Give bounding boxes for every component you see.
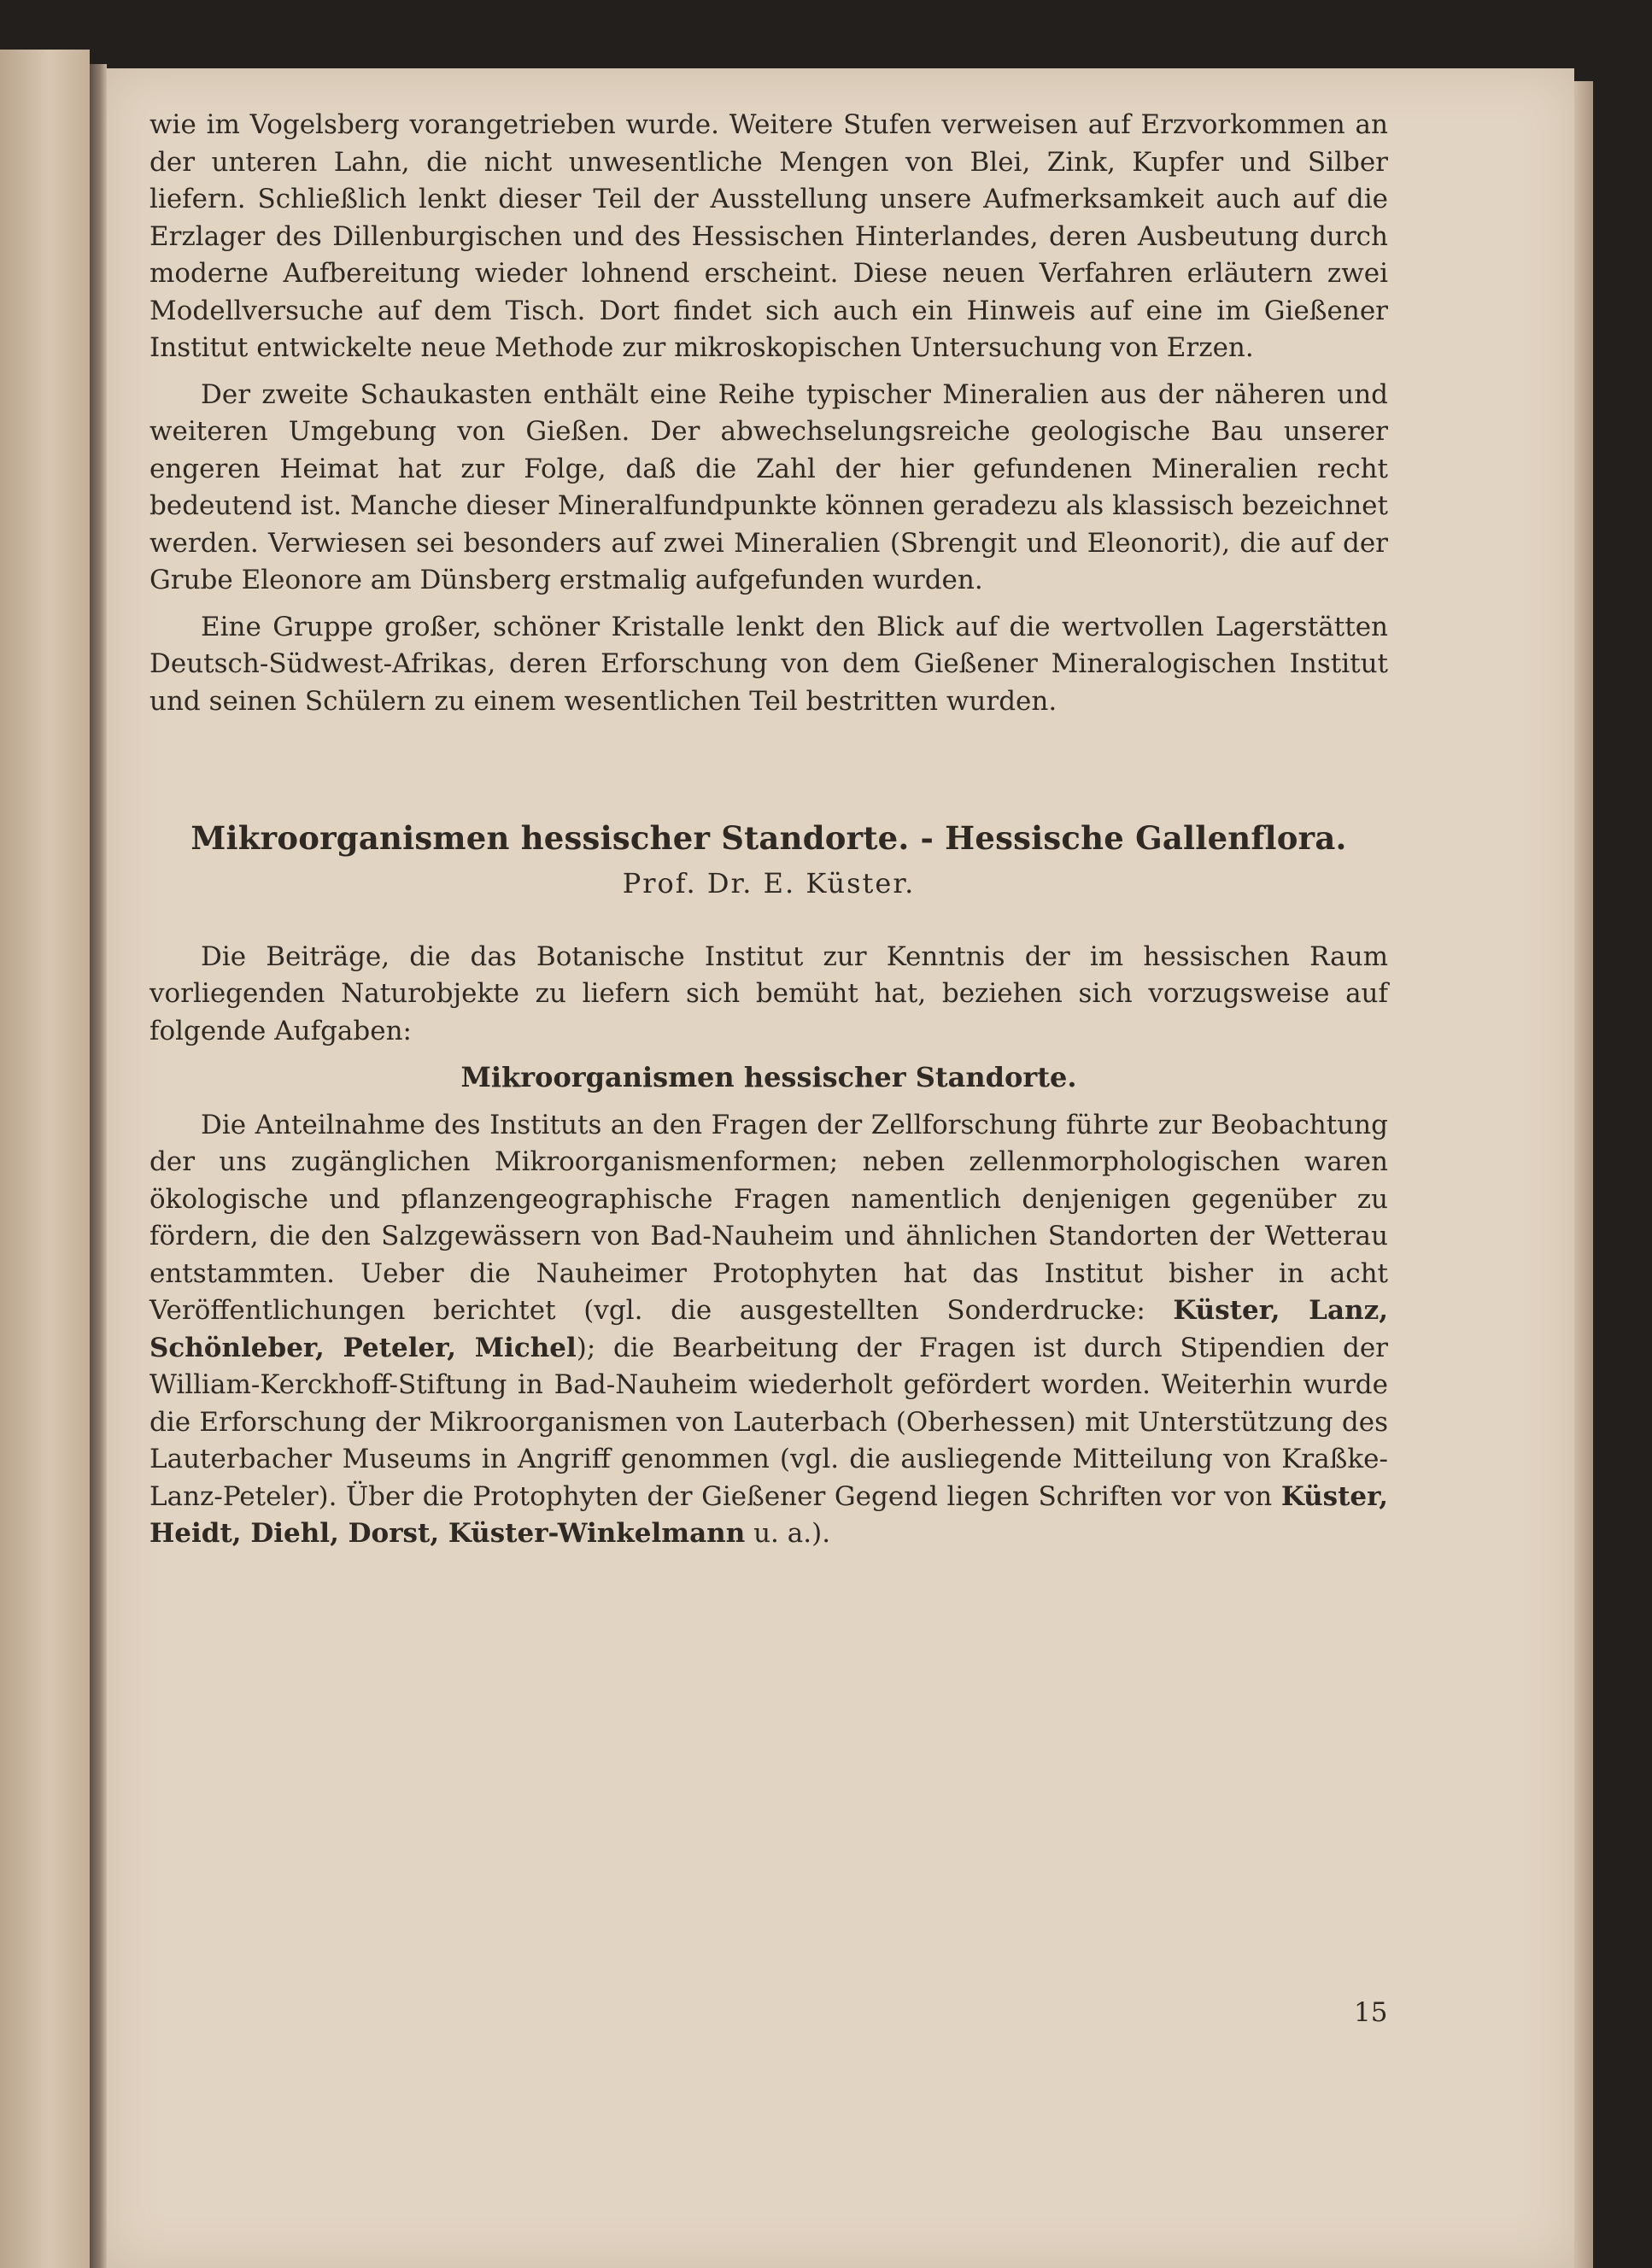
paragraph-text-part: ); die Bearbeitung der Fragen ist durch Stipendien der William-Kerckhoff-Stiftung in Bad-Nauheim wiederholt gefördert worden. Weiterhin wurde die Erforschung der Mikroorganismen von Lauterbach (Oberhessen) mit Unterstützung des Lauterbacher Museums in Angriff genommen (vgl. die ausliegende Mitteilung von Kraßke-Lanz-Peteler). Über die Protophyten der Gießener Gegend liegen Schriften vor von <box>149 1332 1388 1512</box>
left-page-edge <box>0 50 90 2268</box>
section-heading: Mikroorganismen hessischer Standorte. - Hessische Gallenflora. <box>190 819 1347 857</box>
page-number: 15 <box>1354 1997 1388 2028</box>
paragraph-ore-deposits: wie im Vogelsberg vorangetrieben wurde. Weitere Stufen verweisen auf Erzvorkommen an der unteren Lahn, die nicht unwesentliche Mengen von Blei, Zink, Kupfer und Silber liefern. Schließlich lenkt dieser Teil der Ausstellung unsere Aufmerksamkeit auch auf die Erzlager des Dillenburgischen und des Hessischen Hinterlandes, deren Ausbeutung durch moderne Aufbereitung wieder lohnend erscheint. Diese neuen Verfahren erläutern zwei Modellversuche auf dem Tisch. Dort findet sich auch ein Hinweis auf eine im Gießener Institut entwickelte neue Methode zur mikroskopischen Untersuchung von Erzen. <box>149 109 1388 363</box>
paragraph-botanical-intro: Die Beiträge, die das Botanische Institut zur Kenntnis der im hessischen Raum vorliegenden Naturobjekte zu liefern sich bemüht hat, beziehen sich vorzugsweise auf folgende Aufgaben: <box>149 941 1388 1046</box>
paragraph-text-part: u. a.). <box>745 1518 831 1549</box>
page-text <box>149 107 1388 1562</box>
right-page-edge <box>1574 81 1593 2268</box>
paragraph-crystals-africa: Eine Gruppe großer, schöner Kristalle lenkt den Blick auf die wertvollen Lagerstätten Deutsch-Südwest-Afrikas, deren Erforschung von dem Gießener Mineralogischen Institut und seinen Schülern zu einem wesentlichen Teil bestritten wurden. <box>149 611 1388 717</box>
author-names-bold: Küster, Lanz, Schönleber, Peteler, Michel <box>149 1295 1388 1363</box>
paragraph-text-part: Die Anteilnahme des Instituts an den Fragen der Zellforschung führte zur Beobachtung der uns zugänglichen Mikroorganismenformen; neben zellenmorphologischen waren ökologische und pflanzengeographische Fragen namentlich denjenigen gegenüber zu fördern, die den Salzgewässern von Bad-Nauheim und ähnlichen Standorten der Wetterau entstammten. Ueber die Nauheimer Protophyten hat das Institut bisher in acht Veröffentlichungen berichtet (vgl. die ausgestellten Sonderdrucke: <box>149 1109 1388 1326</box>
paragraph-microorganisms <box>149 1107 1388 1553</box>
section-author: Prof. Dr. E. Küster. <box>622 867 916 900</box>
subheading-microorganisms: Mikroorganismen hessischer Standorte. <box>460 1061 1077 1093</box>
book-spine <box>90 64 107 2268</box>
paragraph-minerals-giessen: Der zweite Schaukasten enthält eine Reihe typischer Mineralien aus der näheren und weiteren Umgebung von Gießen. Der abwechselungsreiche geologische Bau unserer engeren Heimat hat zur Folge, daß die Zahl der hier gefundenen Mineralien recht bedeutend ist. Manche dieser Mineralfundpunkte können geradezu als klassisch bezeichnet werden. Verwiesen sei besonders auf zwei Mineralien (Sbrengit und Eleonorit), die auf der Grube Eleonore am Dünsberg erstmalig aufgefunden wurden. <box>149 378 1388 595</box>
author-names-bold: Küster, Heidt, Diehl, Dorst, Küster-Winkelmann <box>149 1480 1388 1549</box>
